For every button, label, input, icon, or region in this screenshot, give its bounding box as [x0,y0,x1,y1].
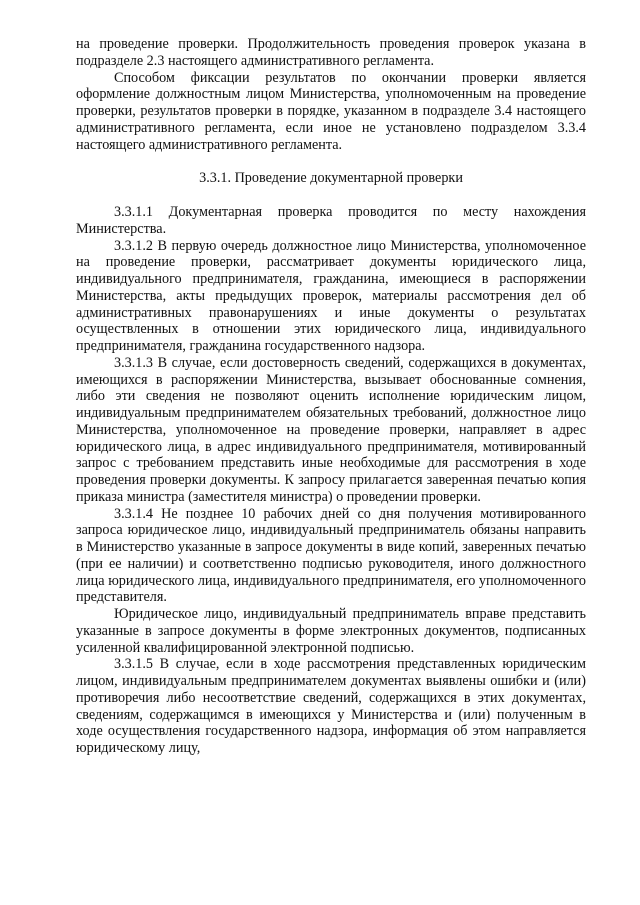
paragraph-3-3-1-3: 3.3.1.3 В случае, если достоверность сведений, содержащихся в документах, имеющихся в распоряжении Министерства, вызывает обоснованные сомнения, либо эти сведения не позволяют оценить исполнение юридическим лицом, индивидуальным предпринимателем обязательных требований, должностное лицо Министерства, уполномоченное на проведение проверки, направляет в адрес юридического лица, в адрес индивидуального предпринимателя, мотивированный запрос с требованием представить иные необходимые для рассмотрения в ходе проведения проверки документы. К запросу прилагается заверенная печатью копия приказа министра (заместителя министра) о проведении проверки. [76,354,586,505]
document-page [76,36,586,757]
paragraph-3-3-1-1: 3.3.1.1 Документарная проверка проводится по месту нахождения Министерства. [76,204,586,237]
paragraph-3-3-1-4: 3.3.1.4 Не позднее 10 рабочих дней со дня получения мотивированного запроса юридическое лицо, индивидуальный предприниматель обязаны направить в Министерство указанные в запросе документы в виде копий, заверенных печатью (при ее наличии) и соответственно подписью руководителя, иного должностного лица юридического лица, индивидуального предпринимателя, его уполномоченного представителя. [76,505,586,606]
paragraph-result-fixation: Способом фиксации результатов по окончании проверки является оформление должностным лицом Министерства, уполномоченным на проведение проверки, результатов проверки в порядке, указанном в подразделе 3.4 настоящего административного регламента, если иное не установлено подразделом 3.3.4 настоящего административного регламента. [76,69,586,153]
paragraph-3-3-1-2: 3.3.1.2 В первую очередь должностное лицо Министерства, уполномоченное на проведение проверки, рассматривает документы юридического лица, индивидуального предпринимателя, гражданина, имеющиеся в распоряжении Министерства, акты предыдущих проверок, материалы рассмотрения дел об административных правонарушениях и иные документы о результатах осуществленных в отношении этих юридического лица, индивидуального предпринимателя, гражданина государственного надзора. [76,237,586,354]
paragraph-3-3-1-5: 3.3.1.5 В случае, если в ходе рассмотрения представленных юридическим лицом, индивидуальным предпринимателем документах выявлены ошибки и (или) противоречия либо несоответствие сведений, содержащихся в этих документах, сведениям, содержащимся в имеющихся у Министерства и (или) полученным в ходе осуществления государственного надзора, информация об этом направляется юридическому лицу, [76,656,586,756]
section-heading: 3.3.1. Проведение документарной проверки [199,170,463,187]
paragraph-continuation: на проведение проверки. Продолжительность проведения проверок указана в подразделе 2.3 настоящего административного регламента. [76,36,586,69]
paragraph-electronic-documents: Юридическое лицо, индивидуальный предприниматель вправе представить указанные в запросе документы в форме электронных документов, подписанных усиленной квалифицированной электронной подписью. [76,606,586,656]
